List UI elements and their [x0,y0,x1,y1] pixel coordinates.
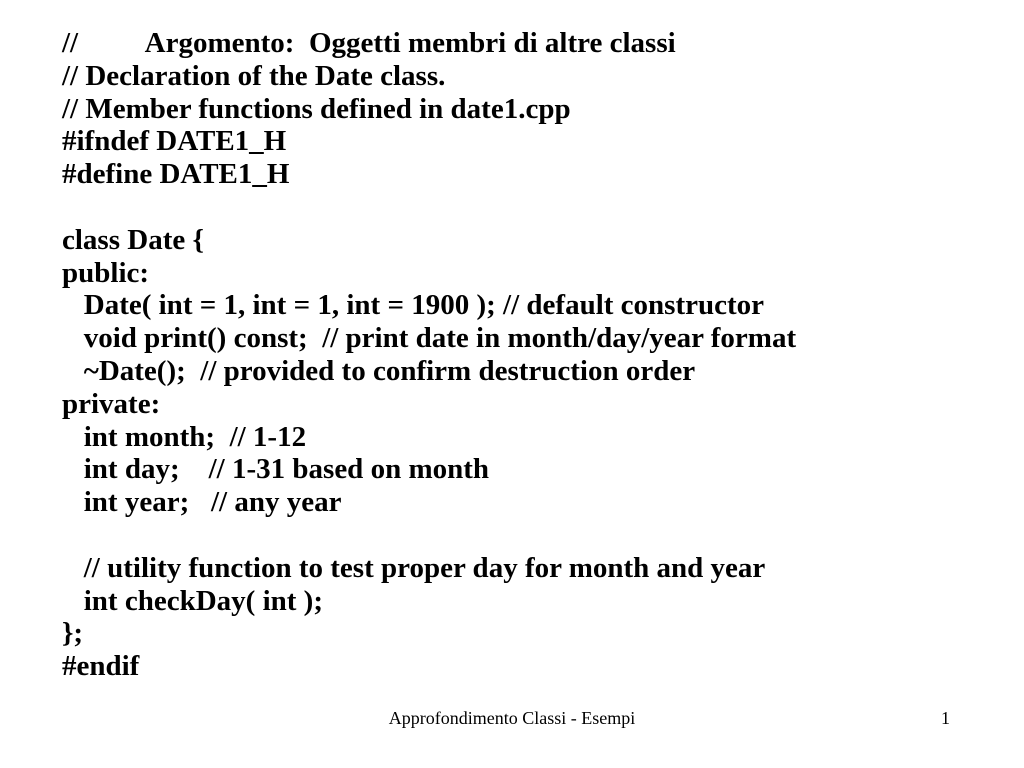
code-line-private: private: [62,387,161,420]
code-line-year: int year; // any year [62,486,342,519]
page-number: 1 [941,708,950,728]
code-line-blank [62,191,1002,224]
code-listing [62,27,1002,683]
code-line-utility-comment: // utility function to test proper day for month and year [62,551,766,584]
code-line-ifndef: #ifndef DATE1_H [62,125,287,158]
code-line-day: int day; // 1-31 based on month [62,453,490,486]
code-line-destructor: ~Date(); // provided to confirm destruction order [62,354,696,387]
code-line-endif: #endif [62,650,140,683]
footer-title: Approfondimento Classi - Esempi [388,708,636,728]
code-line-blank [62,519,1002,552]
code-line-print: void print() const; // print date in month/day/year format [62,322,797,355]
code-line-member-functions-comment: // Member functions defined in date1.cpp [62,92,571,125]
code-line-month: int month; // 1-12 [62,420,307,453]
code-line-public: public: [62,256,150,289]
code-line-declaration-comment: // Declaration of the Date class. [62,59,446,92]
code-line-topic-comment: // Argomento: Oggetti membri di altre classi [62,27,676,59]
code-line-checkday: int checkDay( int ); [62,584,323,617]
code-line-class-open: class Date { [62,223,204,256]
code-line-define: #define DATE1_H [62,158,290,191]
code-line-constructor: Date( int = 1, int = 1, int = 1900 ); // default constructor [62,289,765,322]
code-line-class-close: }; [62,617,84,650]
